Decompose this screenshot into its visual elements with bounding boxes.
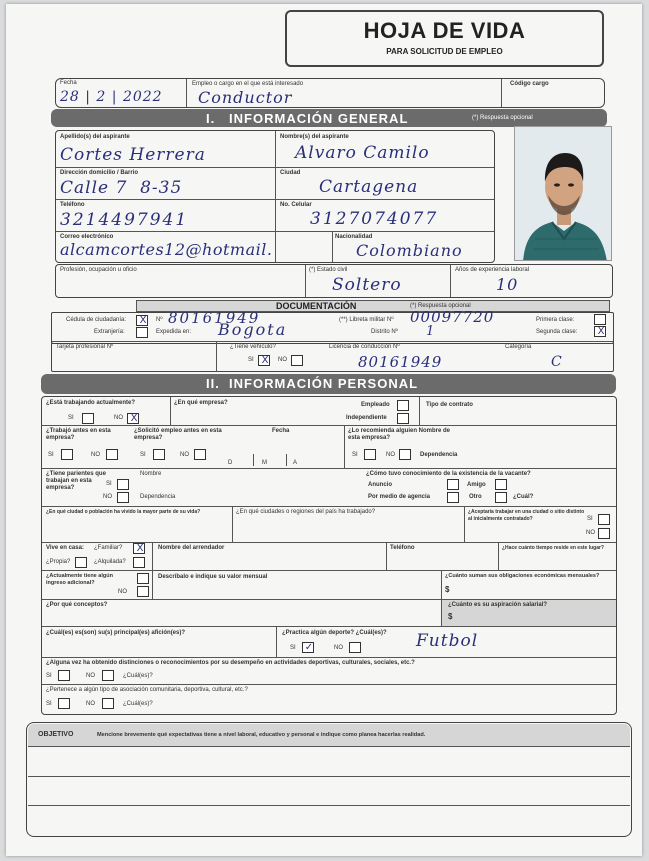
celular-field[interactable]: 3127074077	[310, 209, 439, 229]
solicito-no-checkbox[interactable]	[194, 449, 206, 460]
anuncio-label: Anuncio	[368, 482, 392, 488]
parientes-si-label: SI	[106, 481, 112, 487]
agencia-checkbox[interactable]	[447, 492, 459, 503]
aceptaria-no-checkbox[interactable]	[598, 528, 610, 539]
estado-civil-label: (*) Estado civil	[309, 267, 348, 273]
recomienda-si-checkbox[interactable]	[364, 449, 376, 460]
objetivo-title: OBJETIVO	[38, 731, 74, 738]
obligaciones-label: ¿Cuánto suman sus obligaciones económicas mensuales?	[445, 573, 600, 579]
dependencia-label: Dependencia	[420, 452, 458, 458]
aceptaria-no-label: NO	[586, 530, 595, 536]
correo-label: Correo electrónico	[60, 234, 114, 240]
objetivo-answer-area[interactable]	[28, 747, 630, 835]
asociacion-no-checkbox[interactable]	[102, 698, 114, 709]
fecha-d-label: D	[228, 460, 233, 466]
distinciones-si-checkbox[interactable]	[58, 670, 70, 681]
trabajo-antes-si-label: SI	[48, 452, 54, 458]
experiencia-field[interactable]: 10	[496, 275, 519, 294]
propia-label: ¿Propia?	[46, 559, 71, 565]
recomienda-no-label: NO	[386, 452, 395, 458]
parientes-dependencia-label: Dependencia	[140, 494, 176, 500]
estado-civil-field[interactable]: Soltero	[332, 275, 402, 295]
segunda-clase-mark: X	[597, 326, 605, 337]
libreta-label: (**) Libreta militar Nº	[339, 317, 394, 323]
solicito-label: ¿Solicitó empleo antes en esta empresa?	[134, 428, 222, 441]
arrendador-telefono-label: Teléfono	[390, 545, 415, 551]
expedida-label: Expedida en:	[156, 329, 192, 335]
optional-note: (*) Respuesta opcional	[472, 115, 533, 121]
trabajo-antes-label: ¿Trabajó antes en esta empresa?	[46, 428, 111, 441]
familiar-label: ¿Familiar?	[94, 545, 123, 551]
deporte-no-checkbox[interactable]	[349, 642, 361, 653]
ingreso-label: ¿Actualmente tiene algún ingreso adicional?	[46, 573, 113, 586]
documentacion-title: DOCUMENTACIÓN	[276, 301, 357, 311]
solicito-no-label: NO	[180, 452, 189, 458]
amigo-checkbox[interactable]	[495, 479, 507, 490]
cargo-field[interactable]: Conductor	[198, 88, 293, 107]
fecha-label: Fecha	[60, 80, 77, 86]
recomienda-label: ¿Lo recomienda alguien Nombre de esta empresa?	[348, 428, 451, 441]
trabajo-antes-no-label: NO	[91, 452, 100, 458]
aceptaria-si-checkbox[interactable]	[598, 514, 610, 525]
nacionalidad-label: Nacionalidad	[335, 234, 373, 240]
deporte-field[interactable]: Futbol	[416, 631, 479, 651]
asociacion-label: ¿Pertenece a algún tipo de asociación comunitaria, deportiva, cultural, etc.?	[46, 687, 248, 693]
trabajando-mark: X	[130, 413, 138, 424]
otro-checkbox[interactable]	[495, 492, 507, 503]
distinciones-no-label: NO	[86, 673, 95, 679]
independiente-label: Independiente	[346, 415, 387, 421]
form-title: HOJA DE VIDA	[363, 18, 526, 43]
fecha-m-label: M	[262, 460, 267, 466]
direccion-label: Dirección domicilio / Barrio	[60, 170, 139, 176]
parientes-no-label: NO	[103, 494, 112, 500]
fecha-solicitud-label: Fecha	[272, 428, 290, 434]
recomienda-no-checkbox[interactable]	[399, 449, 411, 460]
vehiculo-no-checkbox[interactable]	[291, 355, 303, 366]
ingreso-si-checkbox[interactable]	[137, 573, 149, 584]
independiente-checkbox[interactable]	[397, 413, 409, 424]
agencia-label: Por medio de agencia	[368, 494, 431, 500]
section-general-title: I. INFORMACIÓN GENERAL	[206, 111, 409, 126]
parientes-no-checkbox[interactable]	[117, 492, 129, 503]
nacionalidad-field[interactable]: Colombiano	[356, 241, 463, 260]
contrato-label: Tipo de contrato	[426, 402, 473, 408]
asociacion-no-label: NO	[86, 701, 95, 707]
profesion-label: Profesión, ocupación u oficio	[60, 267, 137, 273]
trabajando-no-label: NO	[114, 415, 123, 421]
vehiculo-mark: X	[261, 355, 269, 366]
licencia-label: Licencia de conducción Nº	[329, 344, 400, 350]
telefono-field[interactable]: 3214497941	[60, 210, 189, 230]
ciudad-field[interactable]: Cartagena	[319, 177, 419, 197]
personal-info-grid	[41, 396, 617, 715]
alquilada-label: ¿Alquilada?	[94, 559, 126, 565]
parientes-si-checkbox[interactable]	[117, 479, 129, 490]
categoria-field[interactable]: C	[551, 354, 563, 370]
recomienda-si-label: SI	[352, 452, 358, 458]
empresa-label: ¿En qué empresa?	[174, 400, 228, 406]
applicant-photo	[514, 126, 612, 261]
parientes-nombre-label: Nombre	[140, 471, 162, 477]
describalo-label: Descríbalo e indique su valor mensual	[158, 574, 268, 580]
cedula-label: Cédula de ciudadanía:	[66, 317, 127, 323]
distinciones-label: ¿Alguna vez ha obtenido distinciones o reconocimientos por su desempeño en actividades deportivas, culturales, sociales, etc.?	[46, 660, 415, 666]
deporte-label: ¿Practica algún deporte? ¿Cuál(es)?	[282, 630, 387, 636]
fecha-a-label: A	[293, 460, 298, 466]
asociacion-si-checkbox[interactable]	[58, 698, 70, 709]
aspiracion-currency: $	[448, 612, 453, 621]
nombres-label: Nombre(s) del aspirante	[280, 134, 349, 140]
vehiculo-label: ¿Tiene vehículo?	[230, 344, 276, 350]
extranjeria-checkbox[interactable]	[136, 327, 148, 338]
apellidos-label: Apellido(s) del aspirante	[60, 134, 130, 140]
apellidos-field[interactable]: Cortes Herrera	[60, 145, 206, 165]
trabajando-si-checkbox[interactable]	[82, 413, 94, 424]
vehiculo-si-label: SI	[248, 357, 254, 363]
categoria-label: Categoría	[505, 344, 532, 350]
direccion-field[interactable]: Calle 7 8-35	[60, 178, 183, 198]
section-personal-title: II. INFORMACIÓN PERSONAL	[206, 376, 419, 391]
solicito-si-checkbox[interactable]	[153, 449, 165, 460]
asociacion-cuales-label: ¿Cuál(es)?	[123, 701, 153, 707]
empleado-label: Empleado	[361, 402, 390, 408]
anuncio-checkbox[interactable]	[447, 479, 459, 490]
licencia-field[interactable]: 80161949	[358, 353, 443, 371]
otro-label: Otro	[469, 494, 482, 500]
deporte-no-label: NO	[334, 645, 343, 651]
conceptos-label: ¿Por qué conceptos?	[46, 602, 108, 608]
trabajo-antes-si-checkbox[interactable]	[61, 449, 73, 460]
aficion-label: ¿Cuál(es) es(son) su(s) principal(es) afición(es)?	[46, 630, 186, 636]
telefono-label: Teléfono	[60, 202, 85, 208]
aspiracion-label: ¿Cuánto es su aspiración salarial?	[448, 602, 548, 608]
experiencia-label: Años de experiencia laboral	[455, 267, 530, 273]
trabajo-antes-no-checkbox[interactable]	[106, 449, 118, 460]
ingreso-no-checkbox[interactable]	[137, 586, 149, 597]
ciudad-vida-label: ¿En qué ciudad o población ha vivido la mayor parte de su vida?	[46, 509, 201, 515]
tarjeta-label: Tarjeta profesional Nº	[56, 344, 114, 350]
distrito-field[interactable]: 1	[426, 324, 436, 339]
numero-label: Nº	[156, 317, 163, 323]
fecha-field[interactable]: 28 | 2 | 2022	[60, 89, 163, 105]
conocimiento-label: ¿Cómo tuvo conocimiento de la existencia de la vacante?	[366, 471, 531, 477]
objetivo-instructions: Mencione brevemente qué expectativas tiene a nivel laboral, educativo y personal e indique como planea hacerlas realidad.	[97, 732, 426, 738]
cual-label: ¿Cuál?	[513, 494, 534, 500]
tiempo-residencia-label: ¿Hace cuánto tiempo reside en este lugar?	[502, 545, 604, 551]
application-form	[6, 4, 642, 856]
alquilada-checkbox[interactable]	[133, 557, 145, 568]
asociacion-si-label: SI	[46, 701, 52, 707]
nombres-field[interactable]: Alvaro Camilo	[295, 143, 430, 163]
distinciones-cuales-label: ¿Cuál(es)?	[123, 673, 153, 679]
deporte-si-label: SI	[290, 645, 296, 651]
distrito-label: Distrito Nº	[371, 329, 398, 335]
ciudad-label: Ciudad	[280, 170, 301, 176]
distinciones-si-label: SI	[46, 673, 52, 679]
ingreso-no-label: NO	[118, 589, 127, 595]
deporte-mark: ✓	[304, 642, 314, 653]
expedida-field[interactable]: Bogota	[218, 320, 288, 339]
codigo-label: Código cargo	[510, 81, 549, 87]
regiones-label: ¿En qué ciudades o regiones del país ha trabajado?	[236, 509, 376, 515]
primera-clase-label: Primera clase:	[536, 317, 575, 323]
obligaciones-currency: $	[445, 585, 450, 594]
aceptaria-label: ¿Aceptaría trabajar en una ciudad o sitio distinto al inicialmente contratado?	[468, 509, 585, 522]
trabajando-si-label: SI	[68, 415, 74, 421]
extranjeria-label: Extranjería:	[94, 329, 125, 335]
form-subtitle: PARA SOLICITUD DE EMPLEO	[386, 47, 503, 56]
cedula-number-field[interactable]: 80161949	[168, 309, 261, 327]
vehiculo-no-label: NO	[278, 357, 287, 363]
amigo-label: Amigo	[467, 482, 486, 488]
distinciones-no-checkbox[interactable]	[102, 670, 114, 681]
solicito-si-label: SI	[140, 452, 146, 458]
trabajando-label: ¿Está trabajando actualmente?	[46, 400, 136, 406]
familiar-mark: X	[136, 543, 144, 554]
segunda-clase-label: Segunda clase:	[536, 329, 578, 335]
empleado-checkbox[interactable]	[397, 400, 409, 411]
vive-casa-label: Vive en casa:	[46, 545, 84, 551]
celular-label: No. Celular	[280, 202, 312, 208]
aceptaria-si-label: SI	[587, 516, 593, 522]
libreta-field[interactable]: 00097720	[410, 308, 495, 326]
primera-clase-checkbox[interactable]	[594, 314, 606, 325]
propia-checkbox[interactable]	[75, 557, 87, 568]
documentacion-note: (*) Respuesta opcional	[410, 303, 471, 309]
correo-field[interactable]: alcamcortes12@hotmail.	[60, 240, 273, 259]
arrendador-label: Nombre del arrendador	[158, 545, 225, 551]
cargo-label: Empleo o cargo en el que está interesado	[192, 81, 304, 87]
parientes-label: ¿Tiene parientes que trabajan en esta empresa?	[46, 471, 106, 491]
cedula-mark: X	[139, 315, 147, 326]
